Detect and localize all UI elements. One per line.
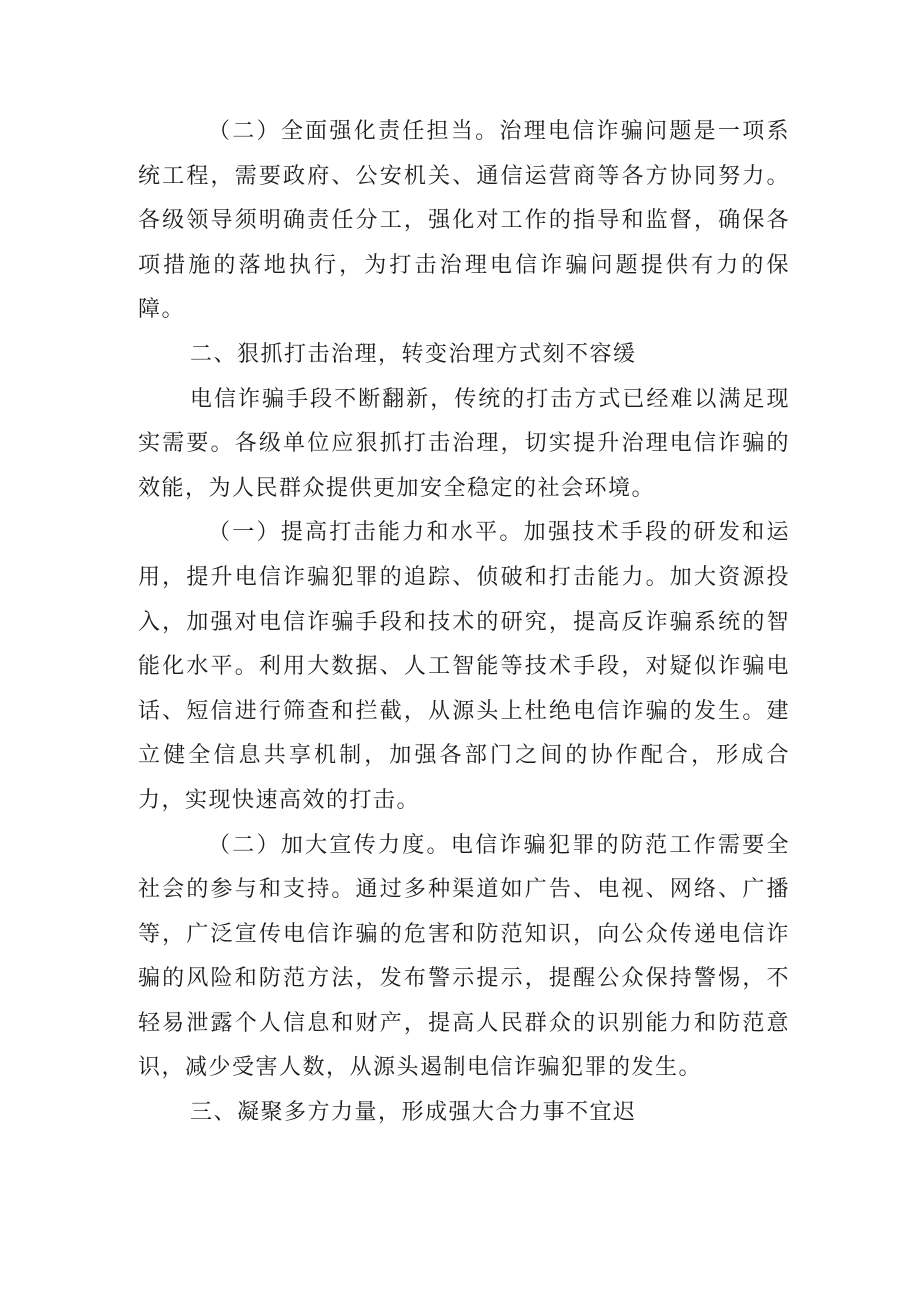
paragraph-intro-governance: 电信诈骗手段不断翻新，传统的打击方式已经难以满足现实需要。各级单位应狠抓打击治理，切实提升治理电信诈骗的效能，为人民群众提供更加安全稳定的社会环境。 [138,386,790,501]
section-heading-two: 二、狠抓打击治理，转变治理方式刻不容缓 [190,341,637,367]
paragraph-responsibility: （二）全面强化责任担当。治理电信诈骗问题是一项系统工程，需要政府、公安机关、通信运营商等各方协同努力。各级领导须明确责任分工，强化对工作的指导和监督，确保各项措施的落地执行，为打击治理电信诈骗问题提供有力的保障。 [138,119,790,323]
paragraph-publicity: （二）加大宣传力度。电信诈骗犯罪的防范工作需要全社会的参与和支持。通过多种渠道如广告、电视、网络、广播等，广泛宣传电信诈骗的危害和防范知识，向公众传递电信诈骗的风险和防范方法，发布警示提示，提醒公众保持警惕，不轻易泄露个人信息和财产，提高人民群众的识别能力和防范意识，减少受害人数，从源头遏制电信诈骗犯罪的发生。 [138,832,790,1081]
section-heading-three: 三、凝聚多方力量，形成强大合力事不宜迟 [190,1100,637,1126]
document-body [138,110,790,1136]
paragraph-capability: （一）提高打击能力和水平。加强技术手段的研发和运用，提升电信诈骗犯罪的追踪、侦破和打击能力。加大资源投入，加强对电信诈骗手段和技术的研究，提高反诈骗系统的智能化水平。利用大数据、人工智能等技术手段，对疑似诈骗电话、短信进行筛查和拦截，从源头上杜绝电信诈骗的发生。建立健全信息共享机制，加强各部门之间的协作配合，形成合力，实现快速高效的打击。 [138,520,790,813]
